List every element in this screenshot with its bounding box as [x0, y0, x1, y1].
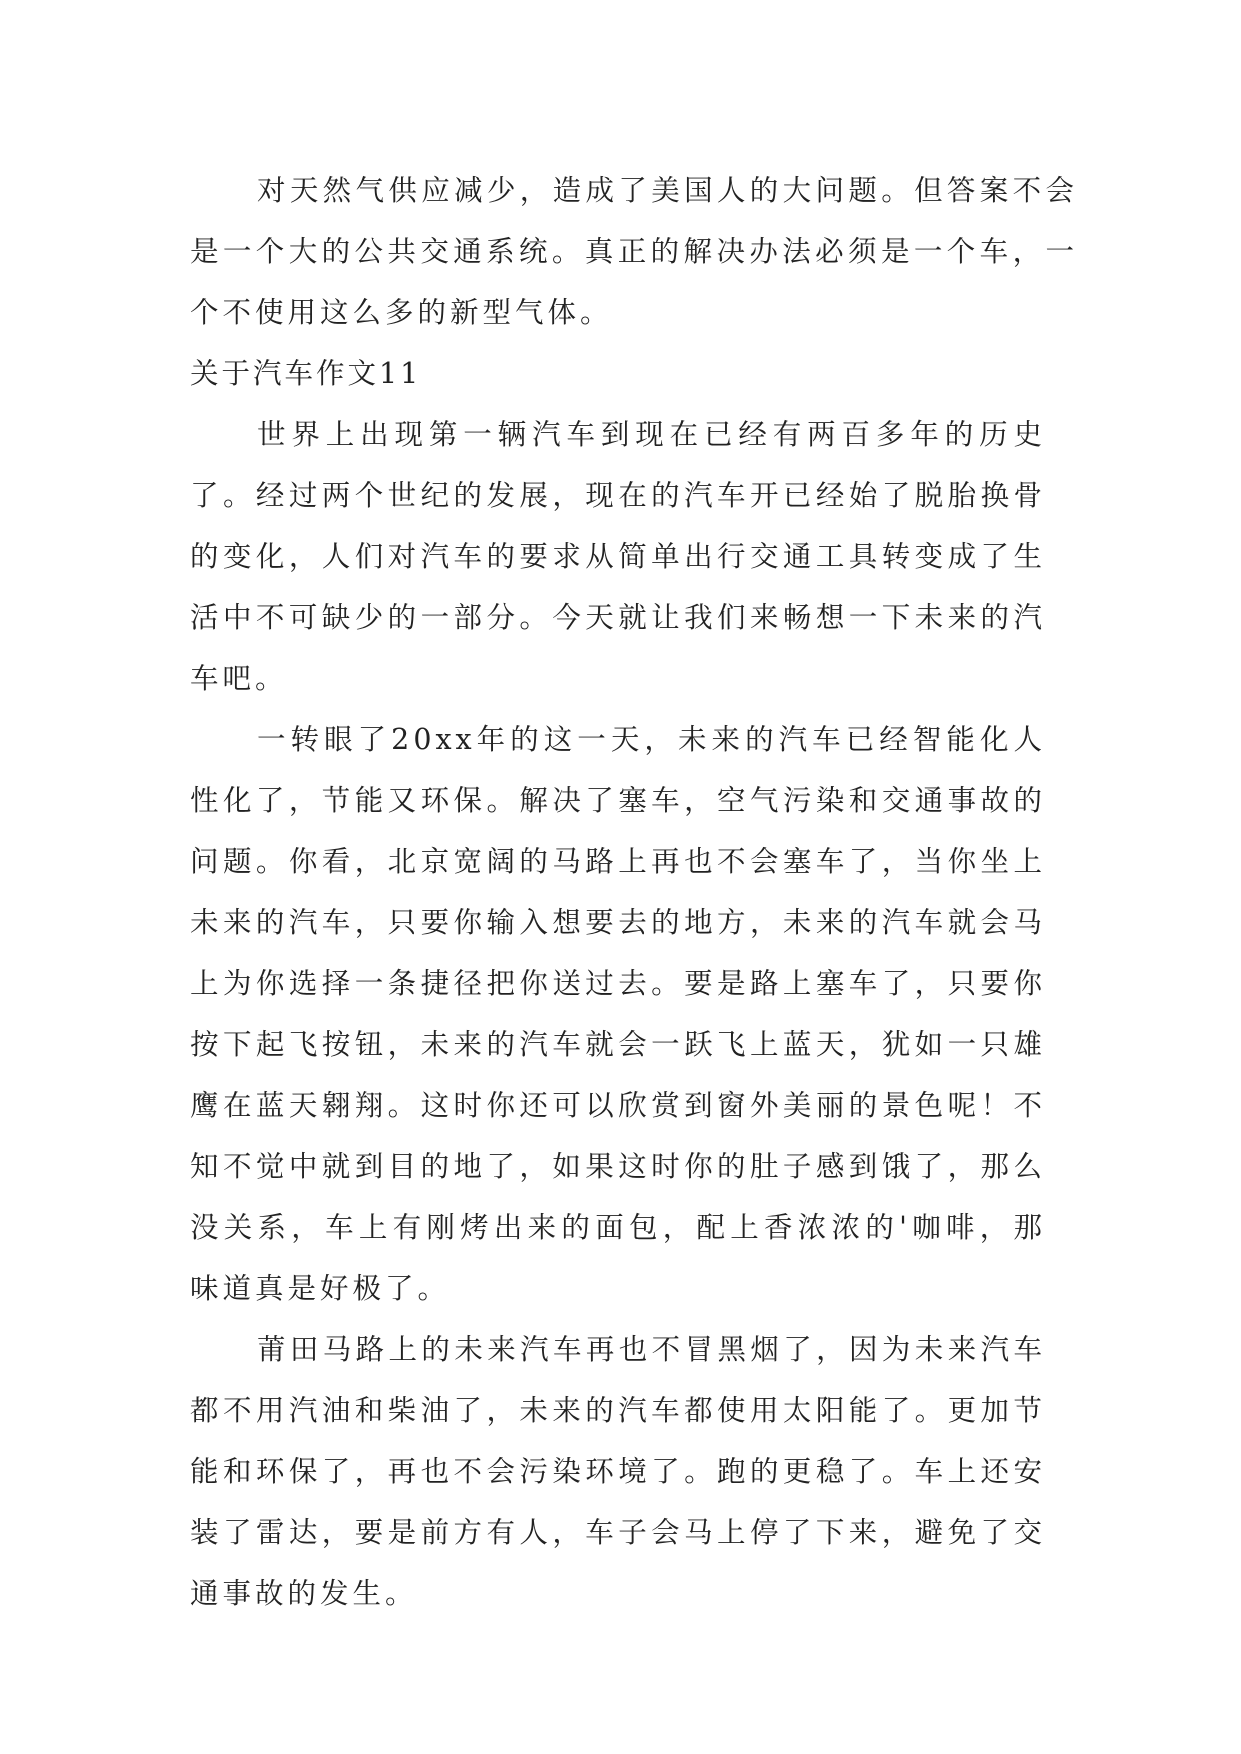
paragraph-natural-gas: 对天然气供应减少，造成了美国人的大问题。但答案不会是一个大的公共交通系统。真正的解决办法必须是一个车，一个不使用这么多的新型气体。: [190, 174, 1078, 329]
section-heading: 关于汽车作文11: [190, 357, 422, 390]
paragraph-future-car: 一转眼了20xx年的这一天，未来的汽车已经智能化人性化了，节能又环保。解决了塞车，空气污染和交通事故的问题。你看，北京宽阔的马路上再也不会塞车了，当你坐上未来的汽车，只要你输入想要去的地方，未来的汽车就会马上为你选择一条捷径把你送过去。要是路上塞车了，只要你按下起飞按钮，未来的汽车就会一跃飞上蓝天，犹如一只雄鹰在蓝天翱翔。这时你还可以欣赏到窗外美丽的景色呢！不知不觉中就到目的地了，如果这时你的肚子感到饿了，那么没关系，车上有刚烤出来的面包，配上香浓浓的'咖啡，那味道真是好极了。: [190, 723, 1046, 1305]
paragraph-history: 世界上出现第一辆汽车到现在已经有两百多年的历史了。经过两个世纪的发展，现在的汽车开已经始了脱胎换骨的变化，人们对汽车的要求从简单出行交通工具转变成了生活中不可缺少的一部分。今天就让我们来畅想一下未来的汽车吧。: [190, 418, 1046, 695]
document-body: [190, 160, 1078, 1624]
paragraph-putian-road: 莆田马路上的未来汽车再也不冒黑烟了，因为未来汽车都不用汽油和柴油了，未来的汽车都使用太阳能了。更加节能和环保了，再也不会污染环境了。跑的更稳了。车上还安装了雷达，要是前方有人，车子会马上停了下来，避免了交通事故的发生。: [190, 1333, 1046, 1610]
